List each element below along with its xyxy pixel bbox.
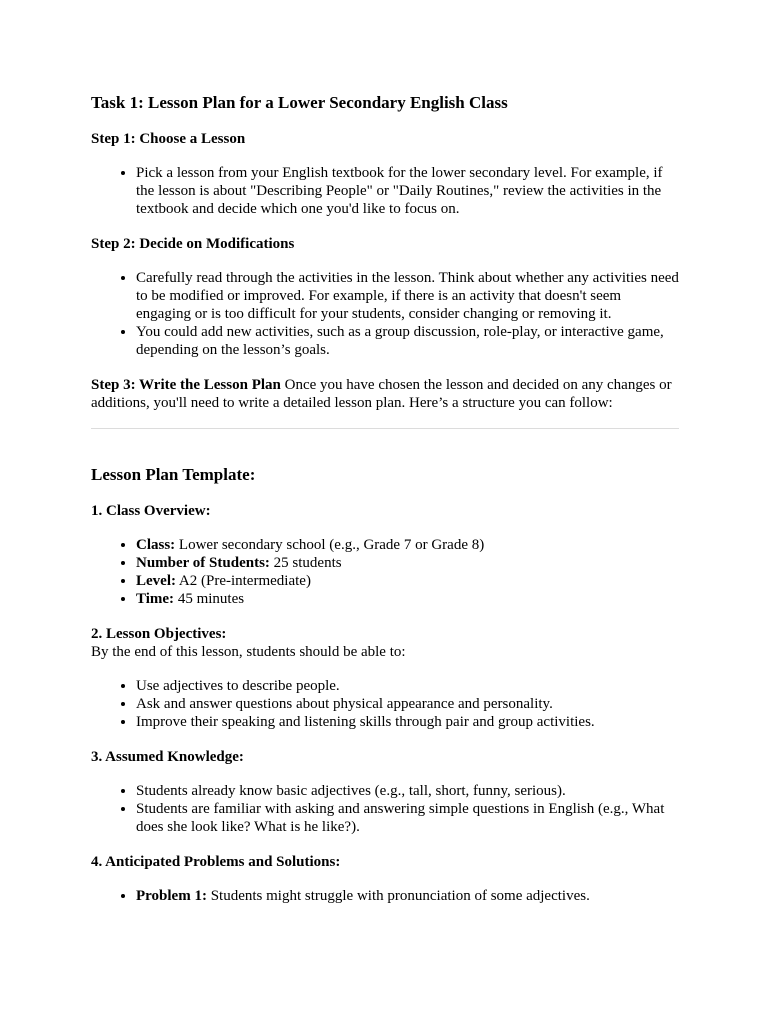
- lesson-objectives-block: [91, 625, 679, 661]
- anticipated-problems-heading: 4. Anticipated Problems and Solutions:: [91, 854, 341, 870]
- lesson-objectives-list: [91, 677, 679, 731]
- item-value: 25 students: [269, 555, 342, 571]
- step2-heading: Step 2: Decide on Modifications: [91, 236, 295, 252]
- list-item: [136, 572, 679, 590]
- item-value: Students might struggle with pronunciation of some adjectives.: [206, 888, 590, 904]
- item-label: Number of Students:: [136, 555, 270, 571]
- list-item: [136, 554, 679, 572]
- step1-heading: Step 1: Choose a Lesson: [91, 131, 246, 147]
- step3-text: Once you have chosen the lesson and decided on any changes or additions, you'll need to write a detailed lesson plan. Here’s a structure you can follow:: [91, 377, 672, 411]
- item-value: A2 (Pre-intermediate): [175, 573, 311, 589]
- list-item: [136, 536, 679, 554]
- list-item: • You could add new activities, such as a group discussion, role-play, or interactive game, depending on the lesson’s goals.: [136, 323, 679, 359]
- list-item: • Ask and answer questions about physical appearance and personality.: [136, 695, 679, 713]
- list-item: [136, 887, 679, 905]
- section-divider: [91, 428, 679, 429]
- lesson-objectives-intro: By the end of this lesson, students should be able to:: [91, 644, 406, 660]
- item-label: Problem 1:: [136, 888, 207, 904]
- list-item: • Pick a lesson from your English textbook for the lower secondary level. For example, if the lesson is about "Describing People" or "Daily Routines," review the activities in the textbook and decide which one you'd like to focus on.: [136, 164, 679, 218]
- list-item: • Students are familiar with asking and answering simple questions in English (e.g., What does she look like? What is he like?).: [136, 800, 679, 836]
- list-item: • Use adjectives to describe people.: [136, 677, 679, 695]
- item-label: Time:: [136, 591, 175, 607]
- assumed-knowledge-heading: 3. Assumed Knowledge:: [91, 749, 244, 765]
- list-item: • Improve their speaking and listening skills through pair and group activities.: [136, 713, 679, 731]
- document-title: Task 1: Lesson Plan for a Lower Secondary English Class: [91, 93, 508, 112]
- template-heading: Lesson Plan Template:: [91, 465, 256, 484]
- lesson-objectives-heading: 2. Lesson Objectives:: [91, 626, 227, 642]
- item-value: Lower secondary school (e.g., Grade 7 or Grade 8): [175, 537, 485, 553]
- list-item: [136, 590, 679, 608]
- step3-heading: Step 3: Write the Lesson Plan: [91, 377, 281, 393]
- item-label: Level:: [136, 573, 176, 589]
- assumed-knowledge-list: [91, 782, 679, 836]
- item-label: Class:: [136, 537, 176, 553]
- anticipated-problems-list: [91, 887, 679, 905]
- step1-list: [91, 164, 679, 218]
- document-page: [91, 92, 679, 922]
- class-overview-list: [91, 536, 679, 608]
- list-item: • Students already know basic adjectives (e.g., tall, short, funny, serious).: [136, 782, 679, 800]
- item-value: 45 minutes: [174, 591, 245, 607]
- list-item: • Carefully read through the activities in the lesson. Think about whether any activities need to be modified or improved. For example, if there is an activity that doesn't seem engaging or is too difficult for your students, consider changing or removing it.: [136, 269, 679, 323]
- step3-paragraph: [91, 376, 679, 412]
- class-overview-heading: 1. Class Overview:: [91, 503, 211, 519]
- step2-list: [91, 269, 679, 359]
